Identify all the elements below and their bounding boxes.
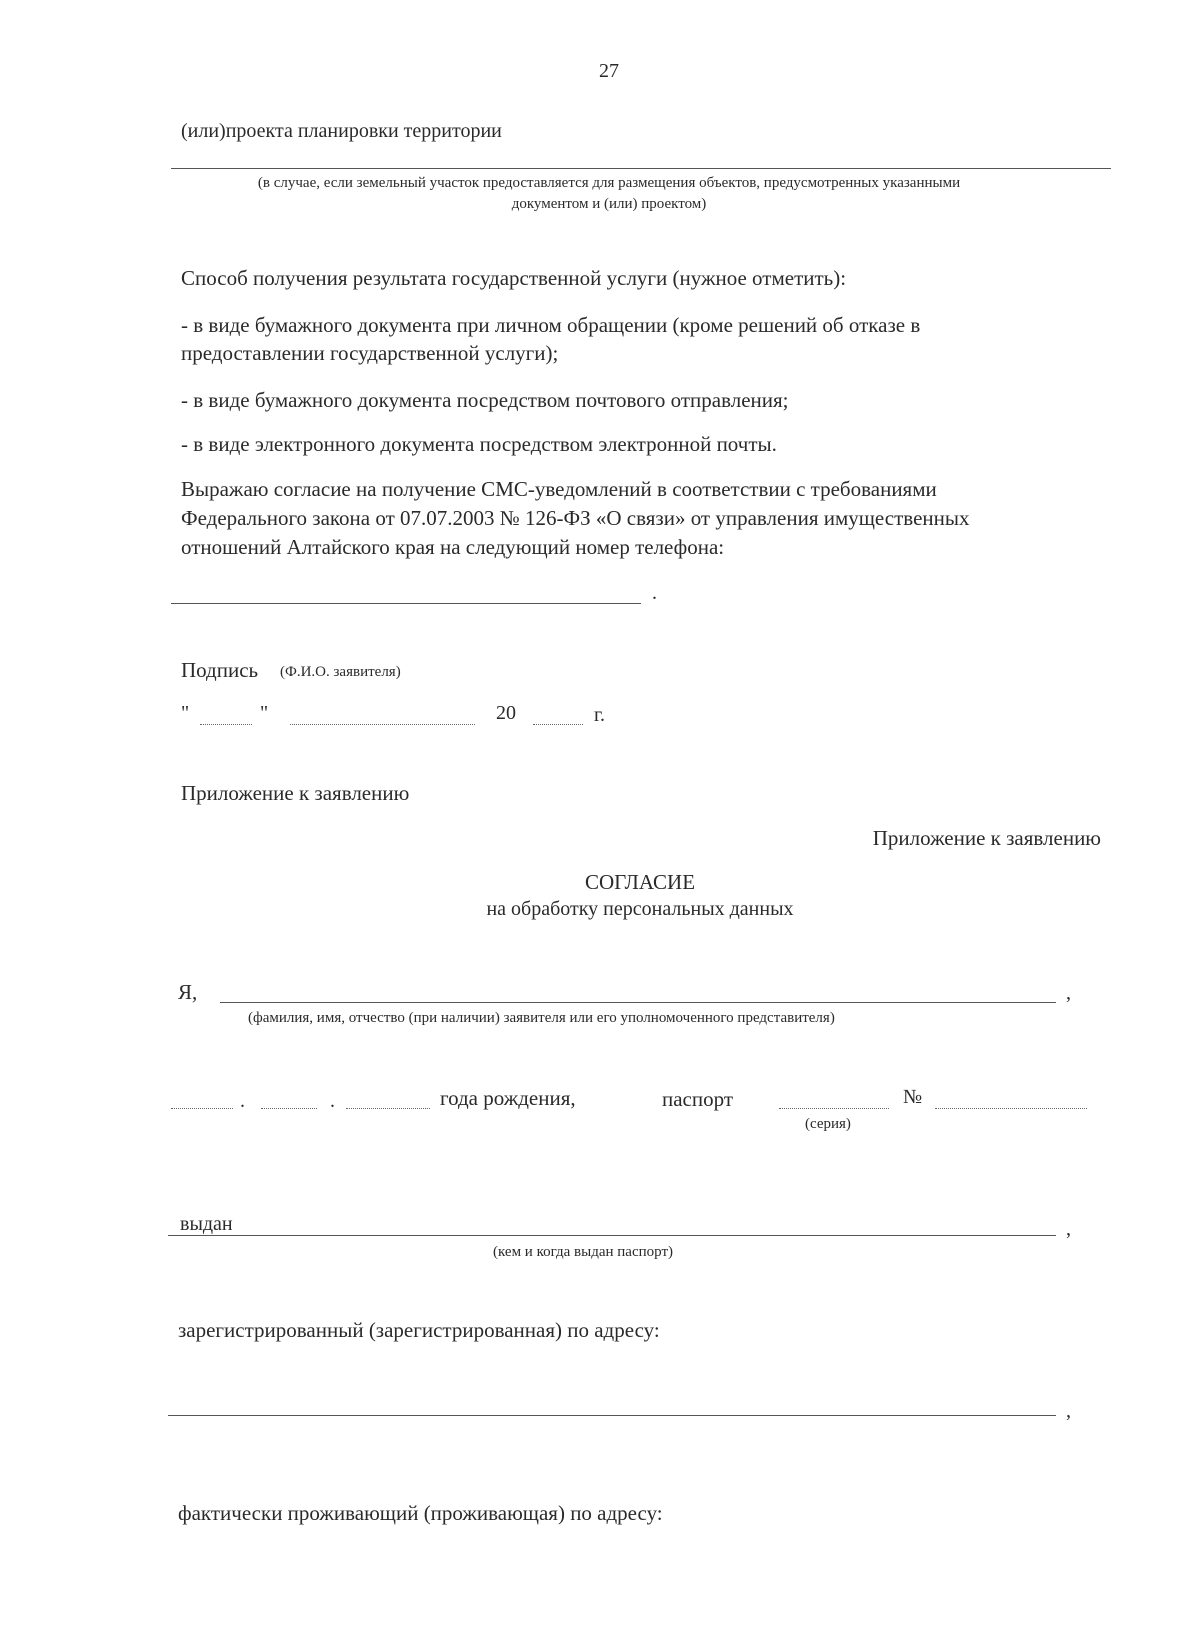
page-number: 27 xyxy=(599,60,619,82)
issued-comma: , xyxy=(1066,1218,1071,1240)
issued-label: выдан xyxy=(180,1213,233,1235)
issued-hint: (кем и когда выдан паспорт) xyxy=(493,1244,674,1260)
result-option-personal-line2: предоставлении государственной услуги); xyxy=(181,341,559,365)
issued-by-blank[interactable] xyxy=(168,1235,1056,1236)
date-year-prefix: 20 xyxy=(496,702,516,724)
project-note-line1: (в случае, если земельный участок предоставляется для размещения объектов, предусмотренных указанными xyxy=(257,175,961,191)
birth-year-label: года рождения, xyxy=(440,1086,576,1110)
result-option-email: - в виде электронного документа посредством электронной почты. xyxy=(181,432,777,456)
appendix-label-left: Приложение к заявлению xyxy=(181,781,410,805)
result-method-heading: Способ получения результата государственной услуги (нужное отметить): xyxy=(181,266,847,290)
date-month-blank[interactable] xyxy=(290,724,475,725)
passport-number-blank[interactable] xyxy=(935,1108,1087,1109)
birth-date-dot2: . xyxy=(330,1090,335,1112)
consent-i-label: Я, xyxy=(178,980,198,1004)
signature-label: Подпись xyxy=(181,658,259,682)
birth-date-dot1: . xyxy=(240,1090,245,1112)
signature-fio-hint: (Ф.И.О. заявителя) xyxy=(280,664,401,680)
registered-address-blank[interactable] xyxy=(168,1415,1056,1416)
registered-comma: , xyxy=(1066,1400,1071,1422)
actual-address-label: фактически проживающий (проживающая) по адресу: xyxy=(178,1501,663,1525)
applicant-name-blank[interactable] xyxy=(220,1002,1056,1003)
birth-year-blank[interactable] xyxy=(346,1108,430,1109)
date-year-suffix: г. xyxy=(594,704,605,726)
territory-plan-text: (или)проекта планировки территории xyxy=(181,120,502,142)
consent-subtitle: на обработку персональных данных xyxy=(486,898,794,920)
sms-consent-line3: отношений Алтайского края на следующий номер телефона: xyxy=(181,535,725,559)
date-quote-open: " xyxy=(181,702,190,724)
applicant-name-hint: (фамилия, имя, отчество (при наличии) заявителя или его уполномоченного представителя) xyxy=(248,1010,835,1026)
passport-label: паспорт xyxy=(662,1087,734,1111)
appendix-label-right: Приложение к заявлению xyxy=(872,826,1101,850)
passport-series-blank[interactable] xyxy=(779,1108,889,1109)
project-blank-line xyxy=(171,168,1111,169)
date-quote-close: " xyxy=(260,702,269,724)
name-comma: , xyxy=(1066,982,1071,1004)
project-note-line2: документом и (или) проектом) xyxy=(511,196,707,212)
passport-series-hint: (серия) xyxy=(805,1116,851,1132)
result-option-mail: - в виде бумажного документа посредством почтового отправления; xyxy=(181,388,789,412)
birth-month-blank[interactable] xyxy=(261,1108,317,1109)
passport-number-sign: № xyxy=(903,1086,923,1108)
sms-consent-line2: Федерального закона от 07.07.2003 № 126-ФЗ «О связи» от управления имущественных xyxy=(181,506,970,530)
date-day-blank[interactable] xyxy=(200,724,252,725)
birth-day-blank[interactable] xyxy=(171,1108,233,1109)
date-year-blank[interactable] xyxy=(533,724,583,725)
result-option-personal-line1: - в виде бумажного документа при личном обращении (кроме решений об отказе в xyxy=(181,313,921,337)
registered-address-label: зарегистрированный (зарегистрированная) по адресу: xyxy=(178,1318,660,1342)
phone-number-blank[interactable] xyxy=(171,603,641,604)
consent-title: СОГЛАСИЕ xyxy=(584,870,696,894)
phone-trailing-dot: . xyxy=(652,582,657,604)
sms-consent-line1: Выражаю согласие на получение СМС-уведомлений в соответствии с требованиями xyxy=(181,477,937,501)
